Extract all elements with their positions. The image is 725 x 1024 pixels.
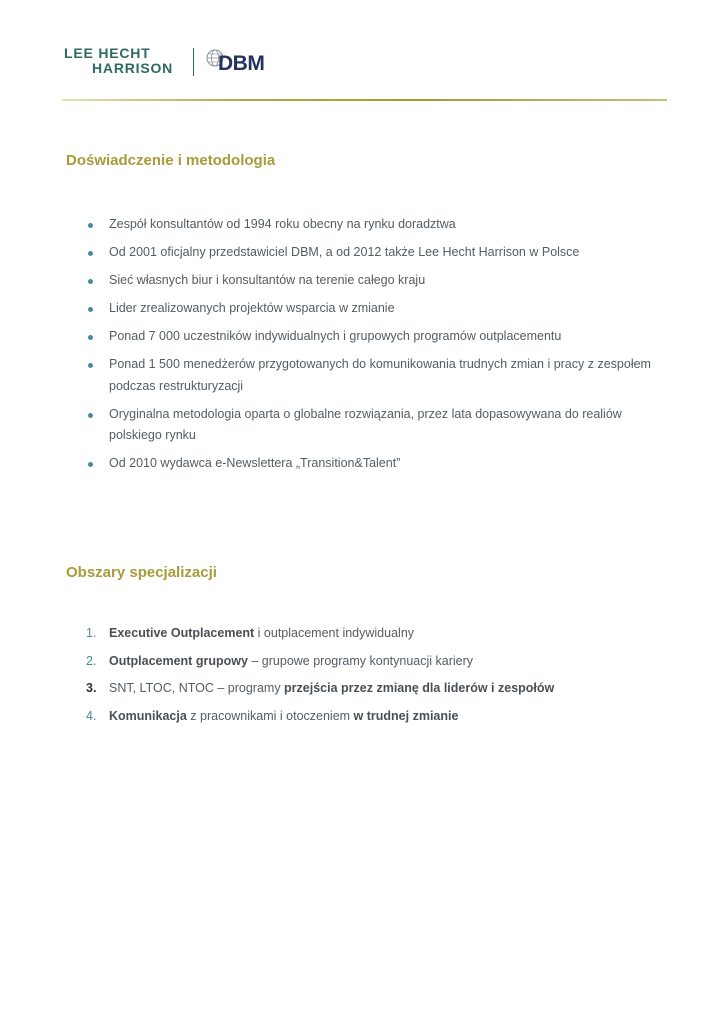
logo-line-1: LEE HECHT — [64, 45, 151, 61]
list-item: Od 2010 wydawca e-Newslettera „Transition&Talent” — [86, 453, 666, 475]
list-item: Ponad 7 000 uczestników indywidualnych i grupowych programów outplacementu — [86, 326, 666, 348]
bullet-icon — [88, 223, 93, 228]
list-item: 4. Komunikacja z pracownikami i otoczeniem w trudnej zmianie — [86, 706, 666, 727]
list-item: Zespół konsultantów od 1994 roku obecny na rynku doradztwa — [86, 214, 666, 236]
list-number: 4. — [86, 708, 97, 723]
list-item: 2. Outplacement grupowy – grupowe programy kontynuacji kariery — [86, 651, 666, 672]
list-number: 3. — [86, 681, 97, 695]
section-title-experience: Doświadczenie i metodologia — [66, 152, 276, 169]
bullet-icon — [88, 335, 93, 340]
section-title-specializations: Obszary specjalizacji — [66, 564, 217, 581]
list-item: Sieć własnych biur i konsultantów na terenie całego kraju — [86, 270, 666, 292]
bullet-icon — [88, 251, 93, 256]
list-item: Ponad 1 500 menedżerów przygotowanych do komunikowania trudnych zmian i pracy z zespołem podczas restrukturyzacji — [86, 354, 666, 397]
list-item: Oryginalna metodologia oparta o globalne rozwiązania, przez lata dopasowywana do realiów polskiego rynku — [86, 404, 666, 447]
dbm-logo: DBM — [218, 52, 265, 75]
header-logo — [64, 44, 324, 84]
bullet-icon — [88, 462, 93, 467]
lee-hecht-harrison-logo — [64, 46, 173, 76]
bullet-icon — [88, 413, 93, 418]
list-number: 1. — [86, 626, 97, 640]
header-rule — [62, 99, 667, 101]
bullet-icon — [88, 279, 93, 284]
list-item: Lider zrealizowanych projektów wsparcia w zmianie — [86, 298, 666, 320]
list-number: 2. — [86, 653, 97, 668]
logo-line-2: HARRISON — [92, 60, 174, 76]
list-item: 3. SNT, LTOC, NTOC – programy przejścia przez zmianę dla liderów i zespołów — [86, 678, 666, 699]
experience-list — [86, 214, 666, 481]
list-item: 1. Executive Outplacement i outplacement indywidualny — [86, 623, 666, 644]
bullet-icon — [88, 307, 93, 312]
bullet-icon — [88, 363, 93, 368]
specializations-list — [86, 623, 666, 733]
logo-divider — [193, 48, 194, 76]
list-item: Od 2001 oficjalny przedstawiciel DBM, a od 2012 także Lee Hecht Harrison w Polsce — [86, 242, 666, 264]
